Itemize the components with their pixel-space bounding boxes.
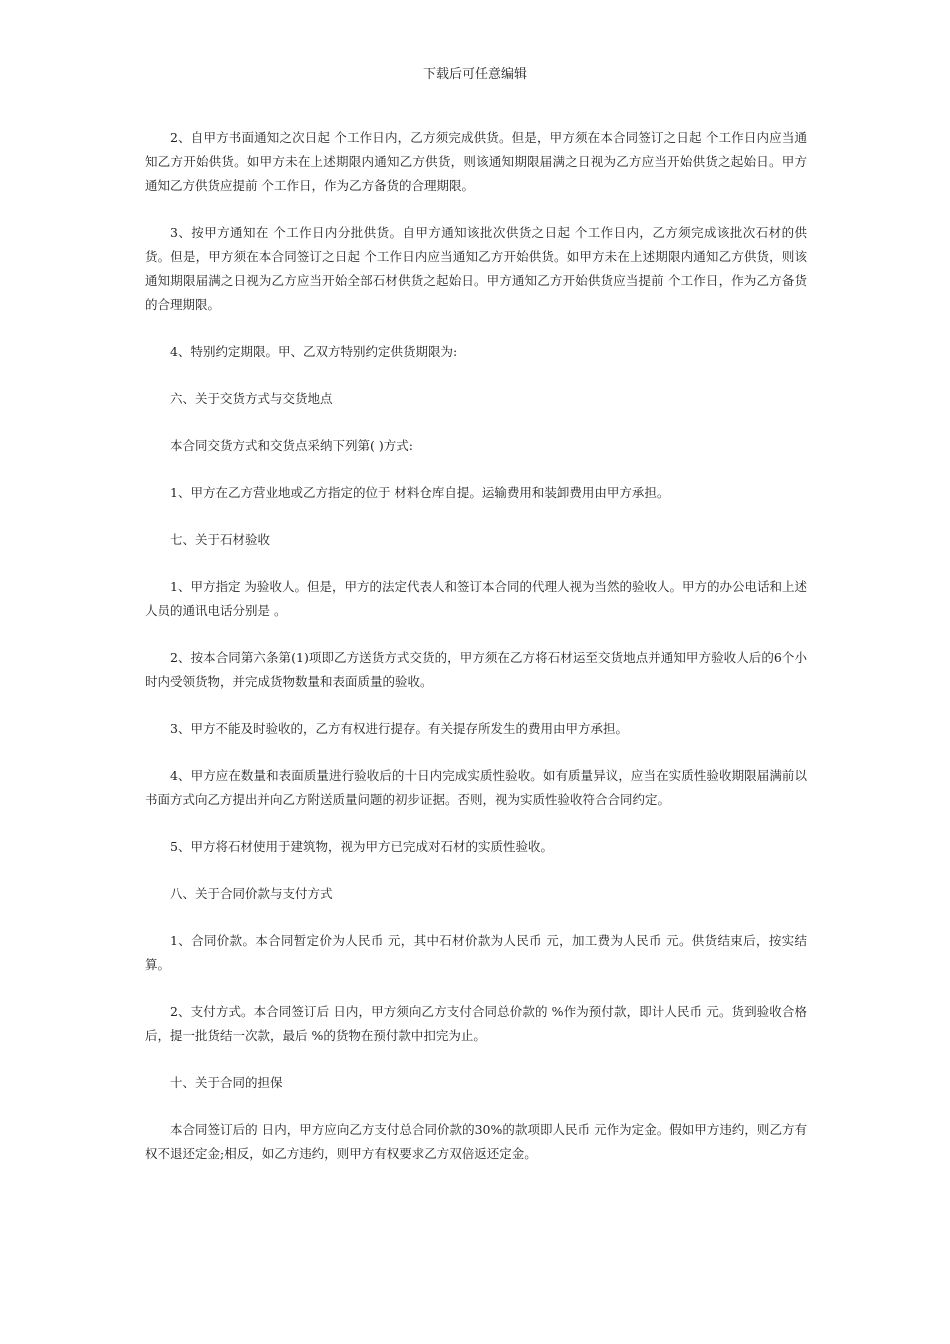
page-header: 下载后可任意编辑 [422,67,527,82]
payment-clause-2: 2、支付方式。本合同签订后 日内，甲方须向乙方支付合同总价款的 %作为预付款，即计人民币 元。货到验收合格后，提一批货结一次款，最后 %的货物在预付款中扣完为止。 [145,1004,807,1043]
section-heading-guarantee: 十、关于合同的担保 [170,1075,283,1090]
delivery-method-intro: 本合同交货方式和交货点采纳下列第( )方式: [170,438,413,453]
acceptance-clause-1: 1、甲方指定 为验收人。但是，甲方的法定代表人和签订本合同的代理人视为当然的验收人。甲方的办公电话和上述人员的通讯电话分别是 。 [145,579,807,618]
clause-supply-deadline-2: 2、自甲方书面通知之次日起 个工作日内，乙方须完成供货。但是，甲方须在本合同签订之日起 个工作日内应当通知乙方开始供货。如甲方未在上述期限内通知乙方供货，则该通知期限届满之日视为乙方应当开始供货之起始日。甲方通知乙方供货应提前 个工作日，作为乙方备货的合理期限。 [145,130,807,193]
guarantee-clause: 本合同签订后的 日内，甲方应向乙方支付总合同价款的30%的款项即人民币 元作为定金。假如甲方违约，则乙方有权不退还定金;相反，如乙方违约，则甲方有权要求乙方双倍返还定金。 [145,1122,807,1161]
delivery-option-1: 1、甲方在乙方营业地或乙方指定的位于 材料仓库自提。运输费用和装卸费用由甲方承担。 [170,485,670,500]
section-heading-acceptance: 七、关于石材验收 [170,532,271,547]
price-clause-1: 1、合同价款。本合同暂定价为人民币 元，其中石材价款为人民币 元，加工费为人民币 元。供货结束后，按实结算。 [145,933,807,972]
acceptance-clause-3: 3、甲方不能及时验收的，乙方有权进行提存。有关提存所发生的费用由甲方承担。 [170,721,628,736]
acceptance-clause-5: 5、甲方将石材使用于建筑物，视为甲方已完成对石材的实质性验收。 [170,839,553,854]
clause-special-period-4: 4、特别约定期限。甲、乙双方特别约定供货期限为: [170,344,458,359]
clause-batch-supply-3: 3、按甲方通知在 个工作日内分批供货。自甲方通知该批次供货之日起 个工作日内，乙方须完成该批次石材的供货。但是，甲方须在本合同签订之日起 个工作日内应当通知乙方开始供货。如甲方未在上述期限内通知乙方供货，则该通知期限届满之日视为乙方应当开始全部石材供货之起始日。甲方通知乙方开始供货应当提前 个工作日，作为乙方备货的合理期限。 [145,225,807,312]
acceptance-clause-4: 4、甲方应在数量和表面质量进行验收后的十日内完成实质性验收。如有质量异议，应当在实质性验收期限届满前以书面方式向乙方提出并向乙方附送质量问题的初步证据。否则，视为实质性验收符合合同约定。 [145,768,807,807]
document-body [145,126,807,1189]
section-heading-price-payment: 八、关于合同价款与支付方式 [170,886,333,901]
acceptance-clause-2: 2、按本合同第六条第(1)项即乙方送货方式交货的，甲方须在乙方将石材运至交货地点并通知甲方验收人后的6个小时内受领货物，并完成货物数量和表面质量的验收。 [145,650,807,689]
section-heading-delivery: 六、关于交货方式与交货地点 [170,391,333,406]
